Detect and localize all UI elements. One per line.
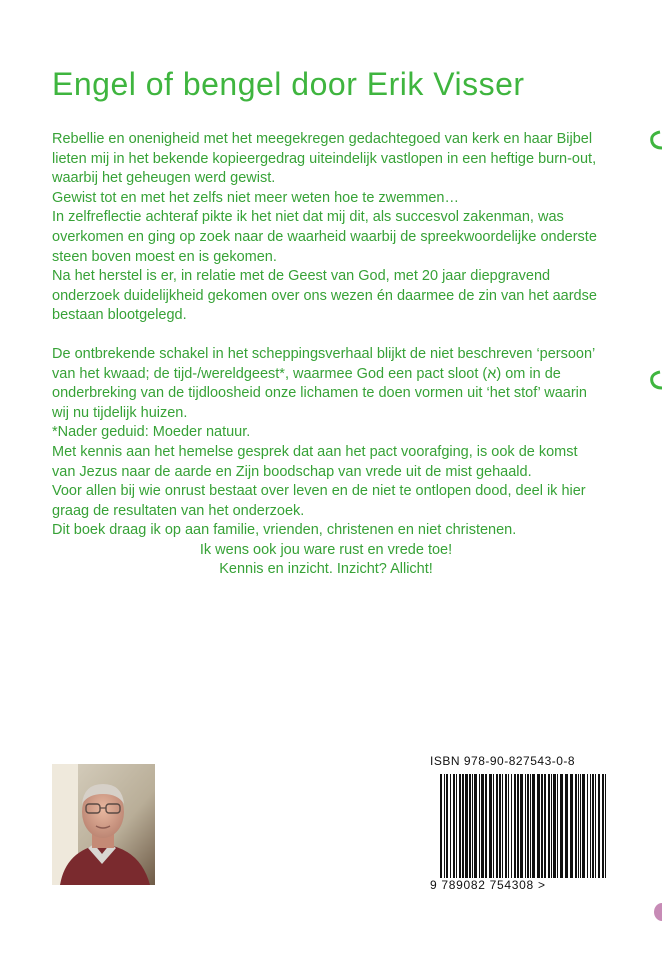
barcode-bar — [508, 774, 509, 878]
paragraph: Voor allen bij wie onrust bestaat over leven en de niet te ontlopen dood, deel ik hier graag de resultaten van het onderzoek. — [52, 483, 586, 519]
barcode-bar — [462, 774, 464, 878]
barcode-bar — [525, 774, 526, 878]
author-photo — [52, 764, 155, 885]
spacer — [52, 326, 600, 345]
barcode-bar — [570, 774, 573, 878]
barcode-bar — [575, 774, 577, 878]
barcode-bar — [544, 774, 546, 878]
barcode-bar — [602, 774, 604, 878]
barcode-bar — [537, 774, 540, 878]
barcode-bar — [453, 774, 455, 878]
barcode-bar — [598, 774, 600, 878]
barcode-icon — [438, 774, 610, 878]
barcode-bar — [551, 774, 552, 878]
paragraph: Gewist tot en met het zelfs niet meer weten hoe te zwemmen… — [52, 189, 459, 206]
dedication: Dit boek draag ik op aan familie, vrienden, christenen en niet christenen. — [52, 522, 517, 539]
barcode-bar — [592, 774, 594, 878]
barcode-bar — [474, 774, 477, 878]
barcode-bar — [578, 774, 579, 878]
barcode-bar — [485, 774, 487, 878]
barcode-bar — [465, 774, 468, 878]
back-cover-text — [52, 130, 600, 580]
barcode-bar — [444, 774, 445, 878]
barcode-bar — [502, 774, 503, 878]
barcode-bar — [520, 774, 523, 878]
paragraph: De ontbrekende schakel in het scheppingsverhaal blijkt de niet beschreven ‘persoon’ van het kwaad; de tijd-/wereldgeest*, waarmee God een pact sloot (א) om in de onderbreking van de tijdloosheid onze lichamen te doen vormen uit ‘het stof’ waarin wij nu tijdelijk huizen. — [52, 345, 595, 421]
barcode-bar — [499, 774, 501, 878]
barcode-bar — [527, 774, 529, 878]
paragraph: Rebellie en onenigheid met het meegekregen gedachtegoed van kerk en haar Bijbel lieten mij in het bekende kopieergedrag uiteindelijk vastlopen in een heftige burn-out, waarbij het geheugen werd gewist. — [52, 131, 597, 187]
barcode-bar — [580, 774, 581, 878]
paragraph: Met kennis aan het hemelse gesprek dat aan het pact voorafging, is ook de komst van Jezus naar de aarde en Zijn boodschap van vrede uit de mist gehaald. — [52, 443, 578, 480]
barcode-bar — [496, 774, 498, 878]
isbn-label: ISBN 978-90-827543-0-8 — [430, 754, 576, 768]
paragraph: Na het herstel is er, in relatie met de Geest van God, met 20 jaar diepgravend onderzoek duidelijkheid gekomen over ons wezen én daarmee de zin van het aardse bestaan blootgelegd. — [52, 268, 597, 324]
barcode-bar — [493, 774, 494, 878]
barcode-bar — [530, 774, 531, 878]
barcode-bar — [553, 774, 556, 878]
author-portrait-image — [52, 764, 155, 885]
spine-decoration-icon — [648, 368, 662, 394]
closing-line: Ik wens ook jou ware rust en vrede toe! — [199, 541, 453, 558]
barcode-bar — [582, 774, 585, 878]
barcode-bar — [548, 774, 550, 878]
barcode-bar — [541, 774, 543, 878]
barcode-bar — [505, 774, 507, 878]
barcode-bar — [446, 774, 448, 878]
barcode-bar — [450, 774, 451, 878]
barcode-bar — [605, 774, 606, 878]
barcode-bar — [565, 774, 568, 878]
spine-decoration-icon — [648, 128, 662, 154]
barcode-bar — [459, 774, 461, 878]
barcode-bar — [587, 774, 588, 878]
barcode-bar — [511, 774, 512, 878]
barcode-bar — [517, 774, 519, 878]
barcode-bar — [469, 774, 471, 878]
paragraph: In zelfreflectie achteraf pikte ik het niet dat mij dit, als succesvol zakenman, was overkomen en ging op zoek naar de waarheid waarbij de spreekwoordelijke onderste steen boven moest en is gekomen. — [52, 209, 597, 265]
footnote: *Nader geduid: Moeder natuur. — [52, 424, 251, 441]
isbn-barcode-block — [430, 754, 616, 894]
barcode-bar — [557, 774, 558, 878]
spine-decoration-icon — [648, 900, 662, 926]
barcode-bar — [489, 774, 492, 878]
barcode-digits: 9 789082 754308 > — [430, 878, 546, 892]
barcode-bar — [456, 774, 457, 878]
barcode-bar — [440, 774, 442, 878]
barcode-bar — [481, 774, 484, 878]
barcode-bar — [514, 774, 516, 878]
barcode-bar — [590, 774, 591, 878]
closing-line: Kennis en inzicht. Inzicht? Allicht! — [219, 561, 433, 578]
barcode-bar — [479, 774, 480, 878]
barcode-bar — [595, 774, 596, 878]
barcode-bar — [560, 774, 563, 878]
book-title: Engel of bengel door Erik Visser — [52, 66, 525, 102]
barcode-bar — [472, 774, 473, 878]
barcode-bar — [532, 774, 535, 878]
